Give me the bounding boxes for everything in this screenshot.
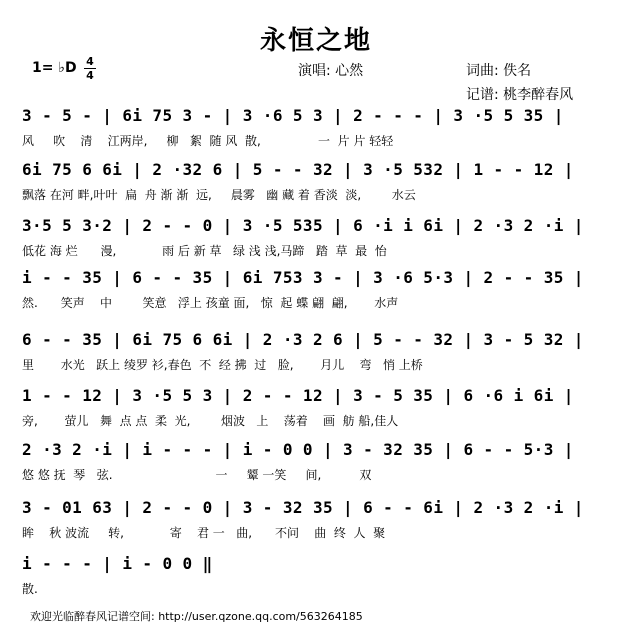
time-signature: [84, 56, 96, 81]
lyrics-line: 然. 笑声 中 笑意 浮上 孩童 面, 惊 起 蝶 翩 翩, 水声: [22, 296, 399, 310]
meter-bottom: 4: [86, 69, 94, 82]
notation-line: 6i 75 6 6i | 2 ·32 6 | 5 - - 32 | 3 ·5 532 | 1 - - 12 |: [22, 160, 574, 179]
notation-line: 6 - - 35 | 6i 75 6 6i | 2 ·3 2 6 | 5 - - 32 | 3 - 5 32 |: [22, 330, 584, 349]
lyrics-line: 里 水光 跃上 绫罗 衫,春色 不 经 拂 过 脸, 月儿 弯 悄 上桥: [22, 358, 423, 372]
lyrics-line: 飘落 在河 畔,叶叶 扁 舟 渐 渐 远, 晨雾 幽 藏 着 香淡 淡, 水云: [22, 188, 416, 202]
transcriber-credit: 记谱: 桃李醉春风: [466, 87, 574, 103]
notation-line: 1 - - 12 | 3 ·5 5 3 | 2 - - 12 | 3 - 5 35 | 6 ·6 i 6i |: [22, 386, 574, 405]
lyrics-line: 散.: [22, 582, 38, 596]
lyrics-line: 悠 悠 抚 琴 弦. 一 颦 一笑 间, 双: [22, 468, 372, 482]
notation-line: i - - - | i - 0 0 ‖: [22, 554, 213, 573]
lyrics-line: 低花 海 烂 漫, 雨 后 新 草 绿 浅 浅,马蹄 踏 草 最 怡: [22, 244, 387, 258]
footer-link[interactable]: 欢迎光临醉春风记谱空间: http://user.qzone.qq.com/563264185: [30, 610, 363, 623]
lyrics-line: 旁, 萤儿 舞 点 点 柔 光, 烟波 上 荡着 画 舫 船,佳人: [22, 414, 399, 428]
notation-line: 3·5 5 3·2 | 2 - - 0 | 3 ·5 535 | 6 ·i i 6i | 2 ·3 2 ·i |: [22, 216, 584, 235]
lyrics-line: 眸 秋 波流 转, 寄 君 一 曲, 不问 曲 终 人 聚: [22, 526, 386, 540]
lyricist-credit: 词曲: 佚名: [466, 63, 532, 79]
notation-line: 3 - 5 - | 6i 75 3 - | 3 ·6 5 3 | 2 - - - | 3 ·5 5 35 |: [22, 106, 564, 125]
notation-line: 3 - 01 63 | 2 - - 0 | 3 - 32 35 | 6 - - 6i | 2 ·3 2 ·i |: [22, 498, 584, 517]
key-signature: 1= ♭D: [32, 60, 77, 76]
singer-credit: 演唱: 心然: [298, 63, 364, 79]
notation-line: 2 ·3 2 ·i | i - - - | i - 0 0 | 3 - 32 35 | 6 - - 5·3 |: [22, 440, 574, 459]
lyrics-line: 风 吹 清 江两岸, 柳 絮 随 风 散, 一 片 片 轻轻: [22, 134, 394, 148]
notation-line: i - - 35 | 6 - - 35 | 6i 753 3 - | 3 ·6 5·3 | 2 - - 35 |: [22, 268, 584, 287]
meter-top: 4: [86, 55, 94, 68]
song-title: 永恒之地: [259, 26, 372, 56]
